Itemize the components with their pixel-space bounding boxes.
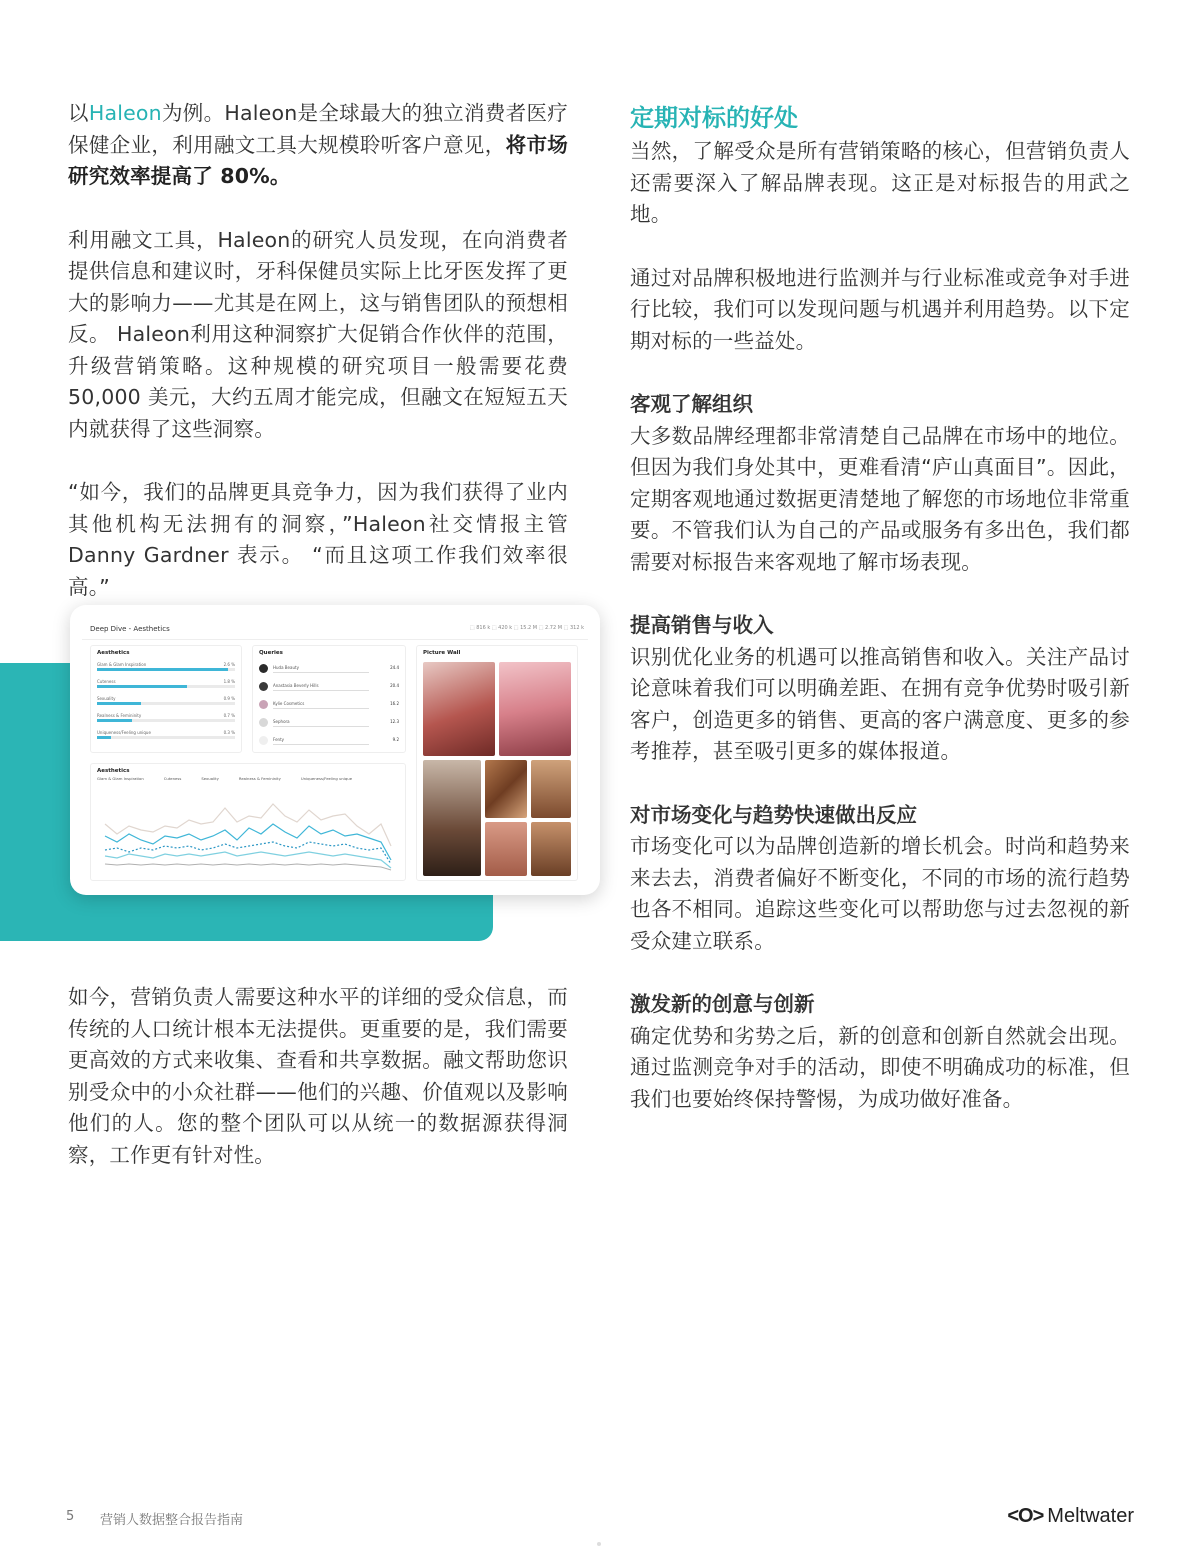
dashboard-screenshot [70,605,600,895]
haleon-intro-paragraph [68,98,568,193]
query-row-value: 16.2 [390,701,399,706]
query-brand-icon [259,682,268,691]
subheading-sales: 提高销售与收入 [630,613,774,637]
subheading-innovation: 激发新的创意与创新 [630,992,815,1016]
query-row-divider [273,708,369,709]
picture-wall-title: Picture Wall [423,650,461,656]
left-column-lower [68,982,568,1171]
aesthetics-row-fill [97,668,228,671]
aesthetics-row-track [97,702,235,705]
aesthetics-row-label: Realness & Femininity [97,713,142,718]
aesthetics-row-track [97,685,235,688]
aesthetics-row-label: Uniqueness/Feeling unique [97,730,151,735]
dashboard-metrics: ⬚ 816 k ⬚ 420 k ⬚ 15.2 M ⬚ 2.72 M ⬚ 312 k [469,625,584,631]
aesthetics-row-label: Sexuality [97,696,116,701]
benchmark-compare-paragraph: 通过对品牌积极地进行监测并与行业标准或竞争对手进行比较，我们可以发现问题与机遇并利用趋势。以下定期对标的一些益处。 [630,265,1130,353]
aesthetics-row-value: 2.6 % [223,662,235,667]
aesthetics-row-label: Glam & Glam Inspiration [97,662,147,667]
photo-portrait [423,760,481,876]
audience-paragraph: 如今，营销负责人需要这种水平的详细的受众信息，而传统的人口统计根本无法提供。更重要的是，我们需要更高效的方式来收集、查看和共享数据。融文帮助您识别受众中的小众社群——他们的兴趣、价值观以及影响他们的人。您的整个团队可以从统一的数据源获得洞察，工作更有针对性。 [68,985,568,1167]
query-row[interactable] [259,734,399,750]
aesthetics-row-track [97,719,235,722]
page-dot [597,1542,601,1546]
dashboard-title: Deep Dive - Aesthetics [90,625,170,633]
dashboard-header [82,619,588,640]
photo-model-1 [423,662,495,756]
query-row-value: 24.4 [390,665,399,670]
legend-item: Glam & Glam Inspiration [97,776,144,781]
aesthetics-row-value: 1.8 % [223,679,235,684]
query-row[interactable] [259,662,399,678]
query-row-label: Sephora [273,719,290,724]
aesthetics-row-track [97,736,235,739]
quote-paragraph: “如今，我们的品牌更具竞争力，因为我们获得了业内其他机构无法拥有的洞察，”Haleon社交情报主管Danny Gardner 表示。 “而且这项工作我们效率很高。” [68,480,568,599]
query-row[interactable] [259,680,399,696]
trend-line-3 [105,842,391,864]
trend-line-4 [105,852,391,868]
haleon-link[interactable]: Haleon [88,101,162,125]
intro-text-a: 以 [68,101,89,125]
trend-line-1 [105,804,391,846]
aesthetics-row [97,679,235,691]
objective-paragraph: 大多数品牌经理都非常清楚自己品牌在市场中的地位。但因为我们身处其中，更难看清“庐山真面目”。因此，定期客观地通过数据更清楚地了解您的市场地位非常重要。不管我们认为自己的产品或服务有多出色，我们都需要对标报告来客观地了解市场表现。 [630,423,1130,574]
right-column [630,100,1130,1115]
aesthetics-panel-title: Aesthetics [97,650,130,656]
legend-item: Realness & Femininity [238,776,281,781]
queries-panel-title: Queries [259,650,283,656]
aesthetics-row [97,696,235,708]
trend-panel-title: Aesthetics [97,768,130,774]
photo-model-2 [499,662,571,756]
query-row-label: Anastasia Beverly Hills [273,683,319,688]
research-paragraph: 利用融文工具，Haleon的研究人员发现，在向消费者提供信息和建议时，牙科保健员实际上比牙医发挥了更大的影响力——尤其是在网上，这与销售团队的预想相反。 Haleon利用这种洞察扩大促销合作伙伴的范围，升级营销策略。这种规模的研究项目一般需要花费 50,000 美元，大约五周才能完成，但融文在短短五天内就获得了这些洞察。 [68,227,568,441]
query-row-label: Huda Beauty [273,665,299,670]
query-brand-icon [259,700,268,709]
aesthetics-row [97,730,235,742]
aesthetics-row [97,662,235,674]
aesthetics-row-fill [97,719,132,722]
innovation-paragraph: 确定优势和劣势之后，新的创意和创新自然就会出现。通过监测竞争对手的活动，即使不明确成功的标准，但我们也要始终保持警惕，为成功做好准备。 [630,1023,1130,1111]
intro-bold-text: 将市场研究效率提高了 80%。 [68,132,568,188]
query-row-divider [273,690,369,691]
footer-title: 营销人数据整合报告指南 [100,1513,244,1528]
meltwater-logo [1007,1505,1134,1528]
subheading-trends: 对市场变化与趋势快速做出反应 [630,802,917,827]
query-row-divider [273,744,369,745]
benchmark-intro-paragraph: 当然，了解受众是所有营销策略的核心，但营销负责人还需要深入了解品牌表现。这正是对标报告的用武之地。 [630,139,1130,226]
legend-item: Uniqueness/Feeling unique [300,776,353,781]
aesthetics-row-value: 0.9 % [223,696,235,701]
left-column [68,98,568,603]
aesthetics-panel [90,645,242,753]
query-row[interactable] [259,716,399,732]
meltwater-logo-icon: <O> [1007,1505,1044,1527]
legend-item: Cuteness [163,776,182,781]
trends-paragraph: 市场变化可以为品牌创造新的增长机会。时尚和趋势来来去去，消费者偏好不断变化，不同的市场的流行趋势也各不相同。追踪这些变化可以帮助您与过去忽视的新受众建立联系。 [630,834,1130,953]
aesthetics-row-value: 0.7 % [223,713,235,718]
query-brand-icon [259,736,268,745]
aesthetics-row-fill [97,685,187,688]
legend-item: Sexuality [201,776,219,781]
trend-lines [91,764,405,880]
query-brand-icon [259,664,268,673]
photo-lips [485,822,527,876]
meltwater-wordmark: Meltwater [1047,1505,1134,1527]
subheading-objective: 客观了解组织 [630,392,753,416]
query-row-value: 12.3 [390,719,399,724]
photo-eye-1 [531,760,571,818]
aesthetics-row-label: Cuteness [97,679,116,684]
photo-palette [485,760,527,818]
query-row-label: Fenty [273,737,285,742]
aesthetics-row-track [97,668,235,671]
page-number: 5 [66,1509,75,1524]
trend-line-5 [105,864,391,870]
picture-wall-panel [416,645,578,881]
section-heading: 定期对标的好处 [630,104,798,132]
sales-paragraph: 识别优化业务的机遇可以推高销售和收入。关注产品讨论意味着我们可以明确差距、在拥有竞争优势时吸引新客户，创造更多的销售、更高的客户满意度、更多的参考推荐，甚至吸引更多的媒体报道。 [630,644,1130,763]
query-row-label: Kylie Cosmetics [273,701,305,706]
intro-text-b: 为例。Haleon是全球最大的独立消费者医疗保健企业，利用融文工具大规模聆听客户意见， [68,101,568,157]
query-row-divider [273,726,369,727]
query-brand-icon [259,718,268,727]
query-row-value: 20.4 [390,683,399,688]
query-row[interactable] [259,698,399,714]
aesthetics-row-fill [97,736,111,739]
page-footer [0,1505,1200,1535]
queries-panel [252,645,406,753]
query-row-divider [273,672,369,673]
aesthetics-row [97,713,235,725]
photo-eye-2 [531,822,571,876]
aesthetics-row-value: 0.3 % [223,730,235,735]
query-row-value: 9.2 [392,737,399,742]
aesthetics-trend-panel [90,763,406,881]
aesthetics-row-fill [97,702,141,705]
